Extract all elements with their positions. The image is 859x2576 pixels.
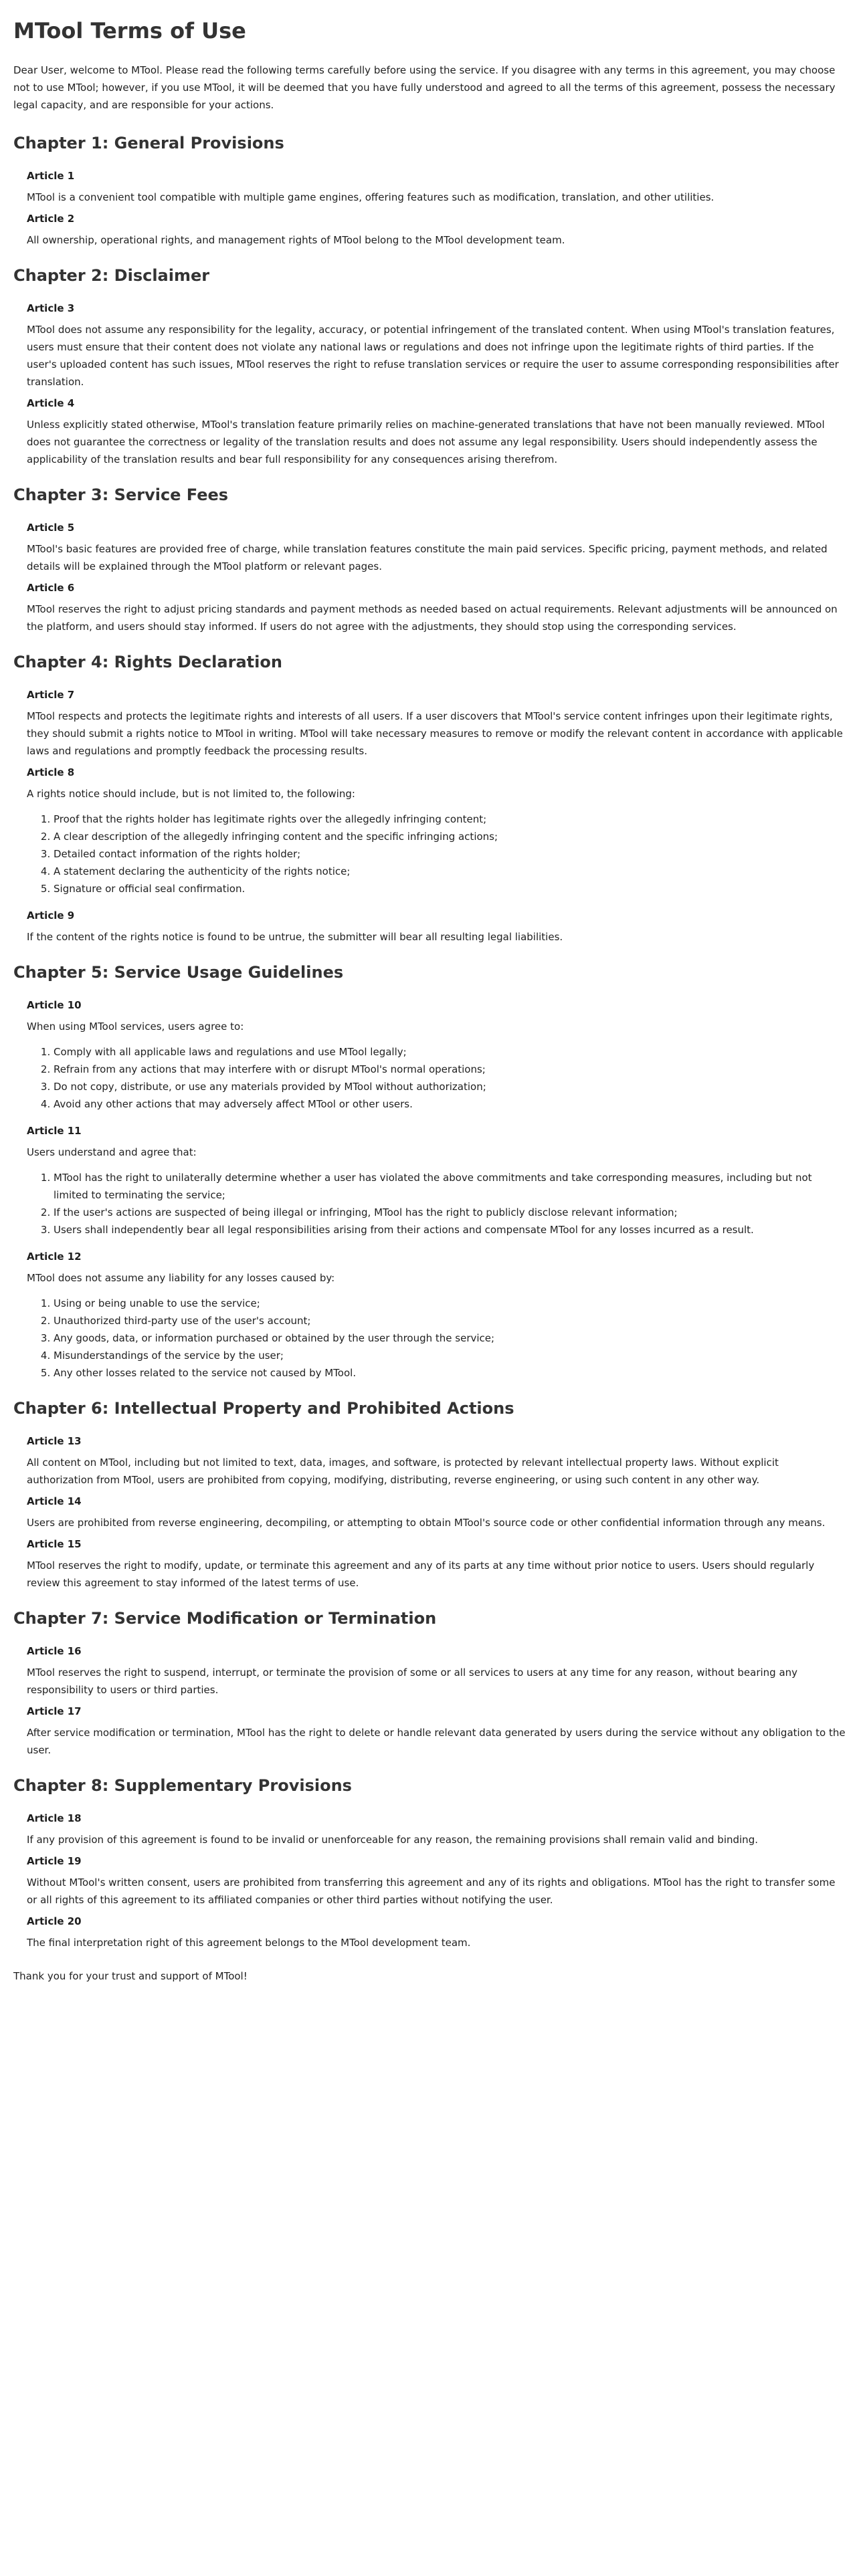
chapter-title: Chapter 1: General Provisions: [13, 134, 284, 152]
chapter-section: [13, 265, 846, 468]
chapter-body: [13, 1811, 846, 1951]
chapter-body: [13, 301, 846, 468]
article-title: Article 16: [27, 1645, 82, 1657]
list-item: 2. A clear description of the allegedly infringing content and the specific infringing actions;: [54, 828, 846, 845]
list-item: 3. Do not copy, distribute, or use any materials provided by MTool without authorization;: [54, 1078, 846, 1095]
article-title: Article 13: [27, 1435, 82, 1447]
article-text: MTool does not assume any responsibility for the legality, accuracy, or potential infringement of the translated content. When using MTool's translation features, users must ensure that their content does not violate any national laws or regulations and does not infringe upon the legitimate rights of third parties. If the user's uploaded content has such issues, MTool reserves the right to refuse translation services or require the user to assume corresponding responsibilities after translation.: [27, 324, 839, 388]
article-title: Article 10: [27, 999, 82, 1011]
article-title: Article 14: [27, 1495, 82, 1507]
chapter-section: [13, 1608, 846, 1759]
list-item: 4. A statement declaring the authenticity of the rights notice;: [54, 863, 846, 880]
article-text: Without MTool's written consent, users are prohibited from transferring this agreement and any of its rights and obligations. MTool has the right to transfer some or all rights of this agreement to its affiliated companies or other third parties without notifying the user.: [27, 1876, 836, 1906]
article-title: Article 4: [27, 397, 75, 409]
chapters-container: [13, 132, 846, 1951]
list-item: 5. Any other losses related to the service not caused by MTool.: [54, 1364, 846, 1382]
article-title: Article 20: [27, 1915, 82, 1927]
list-item: 1. Proof that the rights holder has legitimate rights over the allegedly infringing content;: [54, 811, 846, 828]
article-title: Article 3: [27, 302, 75, 314]
article-text: The final interpretation right of this agreement belongs to the MTool development team.: [27, 1937, 471, 1949]
chapter-body: [13, 1644, 846, 1759]
chapter-section: [13, 962, 846, 1382]
chapter-section: [13, 484, 846, 635]
list-item: 3. Detailed contact information of the rights holder;: [54, 845, 846, 863]
article-text: All ownership, operational rights, and management rights of MTool belong to the MTool development team.: [27, 234, 565, 246]
list-item: 4. Avoid any other actions that may adversely affect MTool or other users.: [54, 1095, 846, 1113]
list-item: 1. MTool has the right to unilaterally determine whether a user has violated the above commitments and take corresponding measures, including but not limited to terminating the service;: [54, 1169, 846, 1204]
chapter-section: [13, 1775, 846, 1951]
article-title: Article 8: [27, 766, 75, 778]
list-item: 3. Any goods, data, or information purchased or obtained by the user through the service;: [54, 1329, 846, 1347]
list-item: 2. If the user's actions are suspected of being illegal or infringing, MTool has the right to publicly disclose relevant information;: [54, 1204, 846, 1221]
article-text: If any provision of this agreement is found to be invalid or unenforceable for any reason, the remaining provisions shall remain valid and binding.: [27, 1834, 758, 1846]
chapter-title: Chapter 7: Service Modification or Termination: [13, 1609, 437, 1628]
chapter-body: [13, 520, 846, 635]
list-item: 2. Unauthorized third-party use of the user's account;: [54, 1312, 846, 1329]
chapter-title: Chapter 5: Service Usage Guidelines: [13, 963, 344, 982]
chapter-section: [13, 132, 846, 249]
article-title: Article 6: [27, 582, 75, 594]
article-list: [27, 1043, 846, 1113]
intro-paragraph: Dear User, welcome to MTool. Please read the following terms carefully before using the service. If you disagree with any terms in this agreement, you may choose not to use MTool; however, if you use MTool, it will be deemed that you have fully understood and agreed to all the terms of this agreement, possess the necessary legal capacity, and are responsible for your actions.: [13, 64, 836, 111]
chapter-body: [13, 687, 846, 946]
list-item: 1. Comply with all applicable laws and regulations and use MTool legally;: [54, 1043, 846, 1061]
chapter-title: Chapter 6: Intellectual Property and Prohibited Actions: [13, 1399, 514, 1418]
closing-text: Thank you for your trust and support of MTool!: [13, 1970, 248, 1982]
list-item: 5. Signature or official seal confirmation.: [54, 880, 846, 897]
chapter-body: [13, 998, 846, 1382]
list-item: 2. Refrain from any actions that may interfere with or disrupt MTool's normal operations;: [54, 1061, 846, 1078]
article-title: Article 2: [27, 213, 75, 225]
article-title: Article 19: [27, 1855, 82, 1867]
article-title: Article 7: [27, 689, 75, 701]
article-text: MTool reserves the right to adjust pricing standards and payment methods as needed based on actual requirements. Relevant adjustments will be announced on the platform, and users should stay informed. If users do not agree with the adjustments, they should stop using the corresponding services.: [27, 603, 838, 633]
chapter-title: Chapter 8: Supplementary Provisions: [13, 1776, 352, 1795]
chapter-body: [13, 169, 846, 249]
article-title: Article 5: [27, 522, 75, 534]
article-text: After service modification or termination, MTool has the right to delete or handle relevant data generated by users during the service without any obligation to the user.: [27, 1727, 846, 1756]
chapter-section: [13, 651, 846, 946]
article-text: A rights notice should include, but is not limited to, the following:: [27, 788, 355, 800]
article-title: Article 11: [27, 1125, 82, 1137]
article-text: Users are prohibited from reverse engineering, decompiling, or attempting to obtain MTool's source code or other confidential information through any means.: [27, 1517, 826, 1529]
page-title: MTool Terms of Use: [13, 18, 246, 43]
chapter-title: Chapter 4: Rights Declaration: [13, 653, 282, 671]
article-text: When using MTool services, users agree to:: [27, 1021, 244, 1033]
article-text: MTool's basic features are provided free of charge, while translation features constitute the main paid services. Specific pricing, payment methods, and related details will be explained through the MTool platform or relevant pages.: [27, 543, 828, 572]
article-title: Article 18: [27, 1812, 82, 1824]
article-text: If the content of the rights notice is found to be untrue, the submitter will bear all resulting legal liabilities.: [27, 931, 563, 943]
chapter-section: [13, 1398, 846, 1592]
list-item: 1. Using or being unable to use the service;: [54, 1295, 846, 1312]
article-title: Article 17: [27, 1705, 82, 1717]
list-item: 4. Misunderstandings of the service by the user;: [54, 1347, 846, 1364]
article-text: Users understand and agree that:: [27, 1146, 197, 1158]
list-item: 3. Users shall independently bear all legal responsibilities arising from their actions and compensate MTool for any losses incurred as a result.: [54, 1221, 846, 1239]
article-text: MTool is a convenient tool compatible with multiple game engines, offering features such as modification, translation, and other utilities.: [27, 191, 714, 203]
article-title: Article 1: [27, 170, 75, 182]
article-text: All content on MTool, including but not limited to text, data, images, and software, is protected by relevant intellectual property laws. Without explicit authorization from MTool, users are prohibited from copying, modifying, distributing, reverse engineering, or using such content in any other way.: [27, 1457, 779, 1486]
article-title: Article 12: [27, 1251, 82, 1263]
article-text: MTool does not assume any liability for any losses caused by:: [27, 1272, 335, 1284]
article-text: MTool reserves the right to suspend, interrupt, or terminate the provision of some or all services to users at any time for any reason, without bearing any responsibility to users or third parties.: [27, 1667, 798, 1696]
article-text: MTool reserves the right to modify, update, or terminate this agreement and any of its parts at any time without prior notice to users. Users should regularly review this agreement to stay informed of the latest terms of use.: [27, 1560, 815, 1589]
article-title: Article 15: [27, 1538, 82, 1550]
chapter-title: Chapter 3: Service Fees: [13, 486, 229, 504]
chapter-title: Chapter 2: Disclaimer: [13, 266, 210, 285]
article-text: MTool respects and protects the legitimate rights and interests of all users. If a user discovers that MTool's service content infringes upon their legitimate rights, they should submit a rights notice to MTool in writing. MTool will take necessary measures to remove or modify the relevant content in accordance with applicable laws and regulations and promptly feedback the processing results.: [27, 710, 843, 757]
article-title: Article 9: [27, 909, 75, 922]
article-text: Unless explicitly stated otherwise, MTool's translation feature primarily relies on machine-generated translations that have not been manually reviewed. MTool does not guarantee the correctness or legality of the translation results and does not assume any legal responsibility. Users should independently assess the applicability of the translation results and bear full responsibility for any consequences arising therefrom.: [27, 419, 825, 465]
article-list: [27, 1169, 846, 1239]
chapter-body: [13, 1434, 846, 1592]
article-list: [27, 1295, 846, 1382]
article-list: [27, 811, 846, 897]
